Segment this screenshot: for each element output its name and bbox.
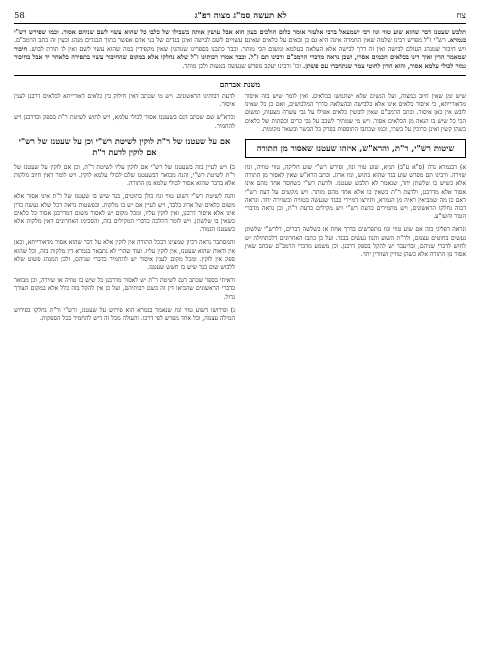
- top-intro: תלבש שעטנז דבר שהוא שוע טווי ונוז רבי ישמעאל ברבי אלעזר אומר כלום הולכים בעון הוא אבל עושין אותה בשבילו של כלבו כל שהוא עשוי לשם שניהם אסור. וכמו שפירש רש"י בגמרא.: [14, 29, 466, 45]
- top-body: רש"י ז"ל מפרש רבינו שלמה שאין החמרה אינה היא גם כן ובאים על כלאים שאינם עשויים לשם לבישה ואינן בגדים של בני אדם אפשר בתוך הבגדים מנהג וכעין זה כתב הרמב"ם. ויש חיבור שמנהג העולם לבישה ואין זה דרך לבישה אלא העלאה בעלמא ומשום הכי מותר. וכבר כתבנו בספרינו שנוהגין שאין מקפידין במה שהוא עשוי לשם ואין לו תורת לבוש.: [14, 37, 466, 53]
- header-right: צח: [456, 11, 466, 21]
- header-center: לא תעשה סמ"ג מצוה רפ"ג: [194, 11, 287, 21]
- two-column-body: [14, 93, 466, 328]
- right-column: [245, 93, 466, 328]
- page-number: 58: [14, 11, 25, 21]
- left-paragraph-2: וכרא"ש שם שכתב דגם בשעטנז אסור לכולי עלמא, ויש לחוש לשיטת ר"ת בספק ובדרבנן ויש להחמיר.: [14, 114, 235, 130]
- right-paragraph-2: א) דבגמרא נדה (ס"א ע"ב) תניא, שוע טווי ונוז, ופירש רש"י שוע חליקה, טווי טוויה, ונוז שזירה. ורבינו תם מפרש שוע בגד שהוא כתוש, ונוז ארוג. וכתב הרא"ש שאין לאסור מן התורה אלא כשיש בו שלשתן יחד, שנאמר לא תלבש שעטנז. ולדעת רש"י כשחסר אחד מהם אינו אסור אלא מדרבנן, ולדעת ר"ת כשאין בו אלא אחד מהם מותר. ויש מקשים על דעת רש"י דאם כן מה שמביאין ראיה מן הגמרא, ותירצו דמיירי בבגד שנעשה בטוויה ובשזירה יחד. ונראה דבזה נחלקו הראשונים, ויש מחמירים כדעת רש"י ויש מקילים כדעת ר"ת, וכן נראה מדברי הטור והשו"ע.: [245, 164, 466, 221]
- subsection-heading: אם על שעטנז של ר"ת לוקין לשיטת רש"י וכן על שעטנז של רש"י אם לוקין לדעת ר"ת: [18, 135, 231, 157]
- right-paragraph-1: שיש זמן שאין חיוב במצוה, ועל הנשים שלא ישתמשו בכלאים. ואין לומר שיש בזה איסור מדאורייתא, כי איסור כלאים אינו אלא בלבישה ובהעלאה כדרך המלבושים, ואם כן כל שאינו לובש אין כאן איסור. וכתב הרמב"ם שאין לובשין כלאים אפילו על גבי עשרה מצעות, ומשום הכי כל שיש בו הנאה מן הכלאים אסור. ויש מי שמתיר לשכב על גבי כרים וכסתות של כלאים כשהן קשין ואינן כרוכין על בשרו, וכמו שכתבו התוספות בפרק כל הבשר ובשאר מקומות.: [245, 93, 466, 133]
- section-title: משנת אברהם: [219, 80, 261, 90]
- left-paragraph-1: לדעת רבותינו הראשונים. ויש מי שכתב דאין חילוק בין כלאים דאורייתא לכלאים דרבנן לענין איסור.: [14, 93, 235, 109]
- top-end: וכו' ורבינו יעקב מפרש שנעשה בטעות ולכן מותר.: [182, 62, 302, 70]
- left-paragraph-6: וראיתי בספר שכתב דגם לשיטת ר"ת יש לאסור מדרבנן כל שיש בו טוויה או שזירה, וכן מבואר בדברי הראשונים שהביאו דין זה בשם רבותיהם, ועל כן אין להקל בזה כלל אלא במקום הצורך גדול.: [14, 277, 235, 301]
- right-paragraph-3: ונראה דפליגי בזה אם שוע טווי ונוז מתפרשים בדרך אחת או בשלשה דברים, דלרש"י שלשתן נעשים בחוטים עצמם, ולר"ת השוע והנוז נעשים בבגד. ועל כן כתבו האחרונים דלכתחילה יש לחוש לדברי שניהם, ובדיעבד יש להקל בספק דרבנן. וכן משמע מדברי הרמב"ם שכתב שאין אסור מן התורה אלא כשהן טוויין ושזורין יחד.: [245, 226, 466, 259]
- left-paragraph-4: והנה לשיטת רש"י דשוע טווי ונוז כולן בחוטים, בגד שיש בו שעטנז של ר"ת אינו אסור אלא משום כלאים של ארוג בלבד, ויש לעיין אם יש בו מלקות. ובפשטות נראה דכל שלא נעשה כדין אינו אלא איסור דרבנן, ואין לוקין עליו, ומכל מקום יש לאסור משום דמדרבנן אסור כל כלאים כשאין בו שלשתן. ויש לומר דהלכה כדברי המקילים בזה, והסכימו האחרונים דאין מלקות אלא בשעטנז הגמור.: [14, 193, 235, 234]
- left-column: [14, 93, 235, 328]
- top-bold-tail: חיבור שמאמר הדין ואיך דינו בכלאים חכמים אסרו, ושכן נראה מדברי הרמב"ם ורבינו תם ז"ל. וכבר אמרו רבותינו ז"ל שלא נחלקו אלא במקום שהחיבור עשוי בתפירה כלאחר יד אבל בחיבור גמור לכולי עלמא אסור, והוא הדין לחוטי צמר שנתחברו עם פשתן.: [14, 45, 466, 70]
- boxed-heading: שיטות רש"י, ר"ת, והרא"ש, איזהו שעטנז שאסור מן התורה: [245, 139, 466, 158]
- left-paragraph-3: ב) ויש לעיין בזה בשעטנז של רש"י אם לוקין עליו לשיטת ר"ת, וכן אם לוקין על שעטנז של ר"ת לשיטת רש"י, והנה מבואר דבשעטנז שלם לכולי עלמא לוקין. ויש לומר דאין חיוב מלקות אלא בדבר שהוא אסור לכולי עלמא מן התורה.: [14, 163, 235, 188]
- left-paragraph-7: ג) ופירושו דשוע טווי ונוז שנאמר בגמרא הוא פירוש על שעטנז, ורש"י ור"ת נחלקו בפירוש המילה עצמה, וכל אחד מפרש לפי דרכו. והעולה מכל זה דיש להחמיר בכל הספקות.: [14, 306, 235, 323]
- left-paragraph-5: והמסתבר נראה דכיון שמצינו דבכל התורה אין לוקין אלא על דבר שהוא אסור מדאורייתא, וכאן אין ודאות שהוא שעטנז, אין לוקין עליו. ועוד שהרי לא נתבאר בגמרא דין מלקות בזה, וכל שהוא ספק אין לוקין. ומכל מקום לענין איסור יש להחמיר כדברי שניהם, ולכן המנהג פשוט שלא ללבוש שום בגד שיש בו חשש שעטנז.: [14, 239, 235, 272]
- running-header: [14, 10, 466, 24]
- top-commentary: [14, 29, 466, 76]
